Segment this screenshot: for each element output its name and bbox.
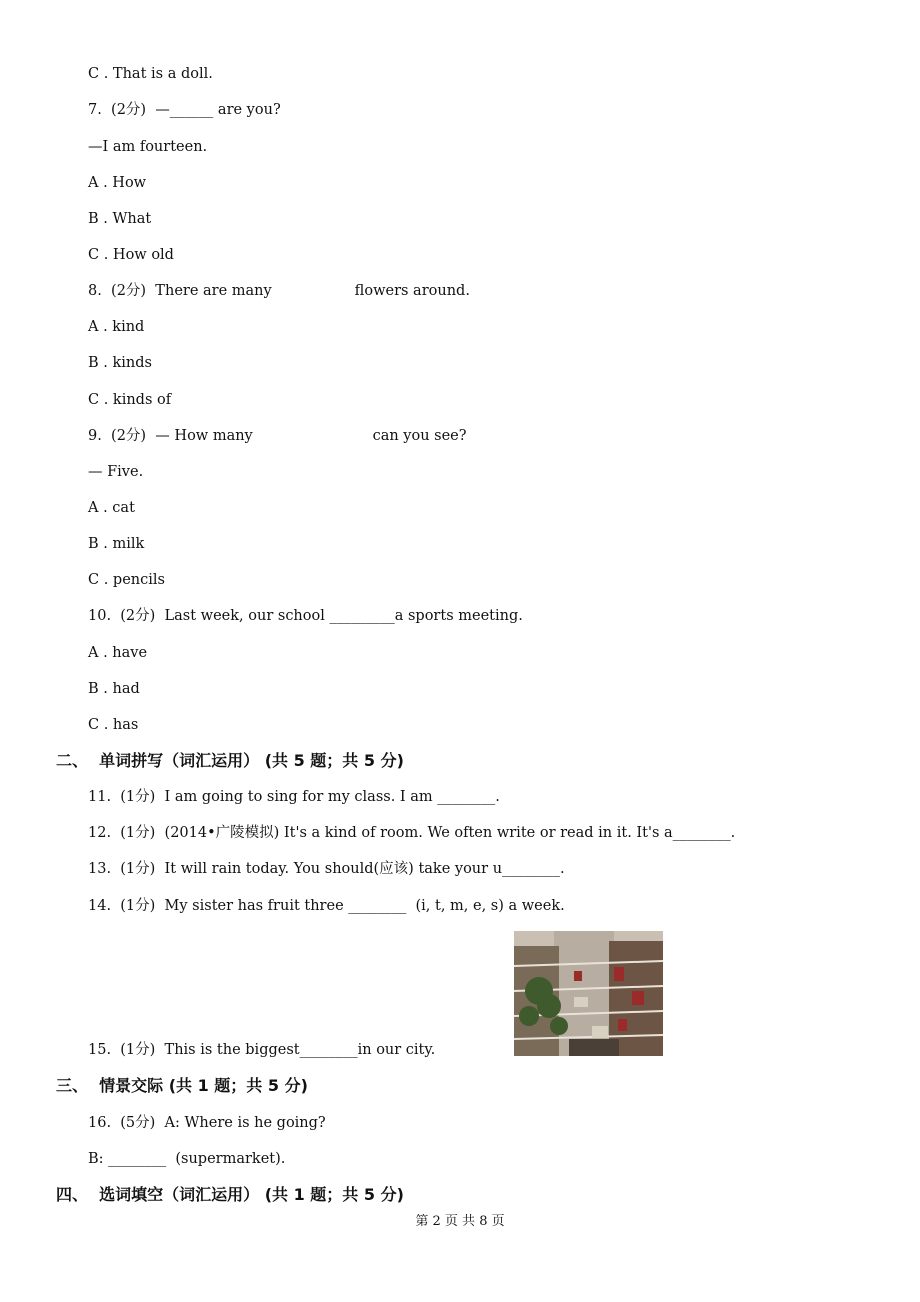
q11: 11. (1分) I am going to sing for my class. I am ________. (88, 789, 500, 805)
q8-stem: 8. (2分) There are many flowers around. (88, 283, 470, 299)
section-3-heading: 三、 情景交际 (共 1 题；共 5 分) (56, 1076, 308, 1095)
q7-option-a: A . How (88, 175, 147, 191)
q7-option-b: B . What (88, 211, 152, 227)
q16-answer: B: ________ (supermarket). (88, 1151, 286, 1167)
q15: 15. (1分) This is the biggest________in our city. (88, 1042, 436, 1058)
q8-option-b: B . kinds (88, 355, 152, 371)
q10-option-c: C . has (88, 717, 139, 733)
q13: 13. (1分) It will rain today. You should(应该) take your u________. (88, 861, 565, 877)
shopping-mall-image (514, 931, 663, 1056)
page-footer: 第 2 页 共 8 页 (415, 1214, 505, 1229)
section-4-heading: 四、 选词填空（词汇运用） (共 1 题；共 5 分) (56, 1185, 404, 1204)
q9-stem: 9. (2分) — How many can you see? (88, 428, 467, 444)
q10-option-b: B . had (88, 681, 140, 697)
q16-stem: 16. (5分) A: Where is he going? (88, 1115, 326, 1131)
q6-option-c: C . That is a doll. (88, 66, 213, 82)
q10-option-a: A . have (88, 645, 148, 661)
q8-option-a: A . kind (88, 319, 145, 335)
q14: 14. (1分) My sister has fruit three ________ (i, t, m, e, s) a week. (88, 898, 565, 914)
q9-reply: — Five. (88, 464, 144, 480)
q7-option-c: C . How old (88, 247, 174, 263)
q9-option-a: A . cat (88, 500, 135, 516)
q10-stem: 10. (2分) Last week, our school _________a sports meeting. (88, 608, 523, 624)
q7-stem: 7. (2分) —______ are you? (88, 102, 281, 118)
q7-reply: —I am fourteen. (88, 139, 208, 155)
q8-option-c: C . kinds of (88, 392, 172, 408)
q9-option-c: C . pencils (88, 572, 165, 588)
q12: 12. (1分) (2014•广陵模拟) It's a kind of room. We often write or read in it. It's a________. (88, 825, 736, 841)
q9-option-b: B . milk (88, 536, 145, 552)
section-2-heading: 二、 单词拼写（词汇运用） (共 5 题；共 5 分) (56, 751, 404, 770)
